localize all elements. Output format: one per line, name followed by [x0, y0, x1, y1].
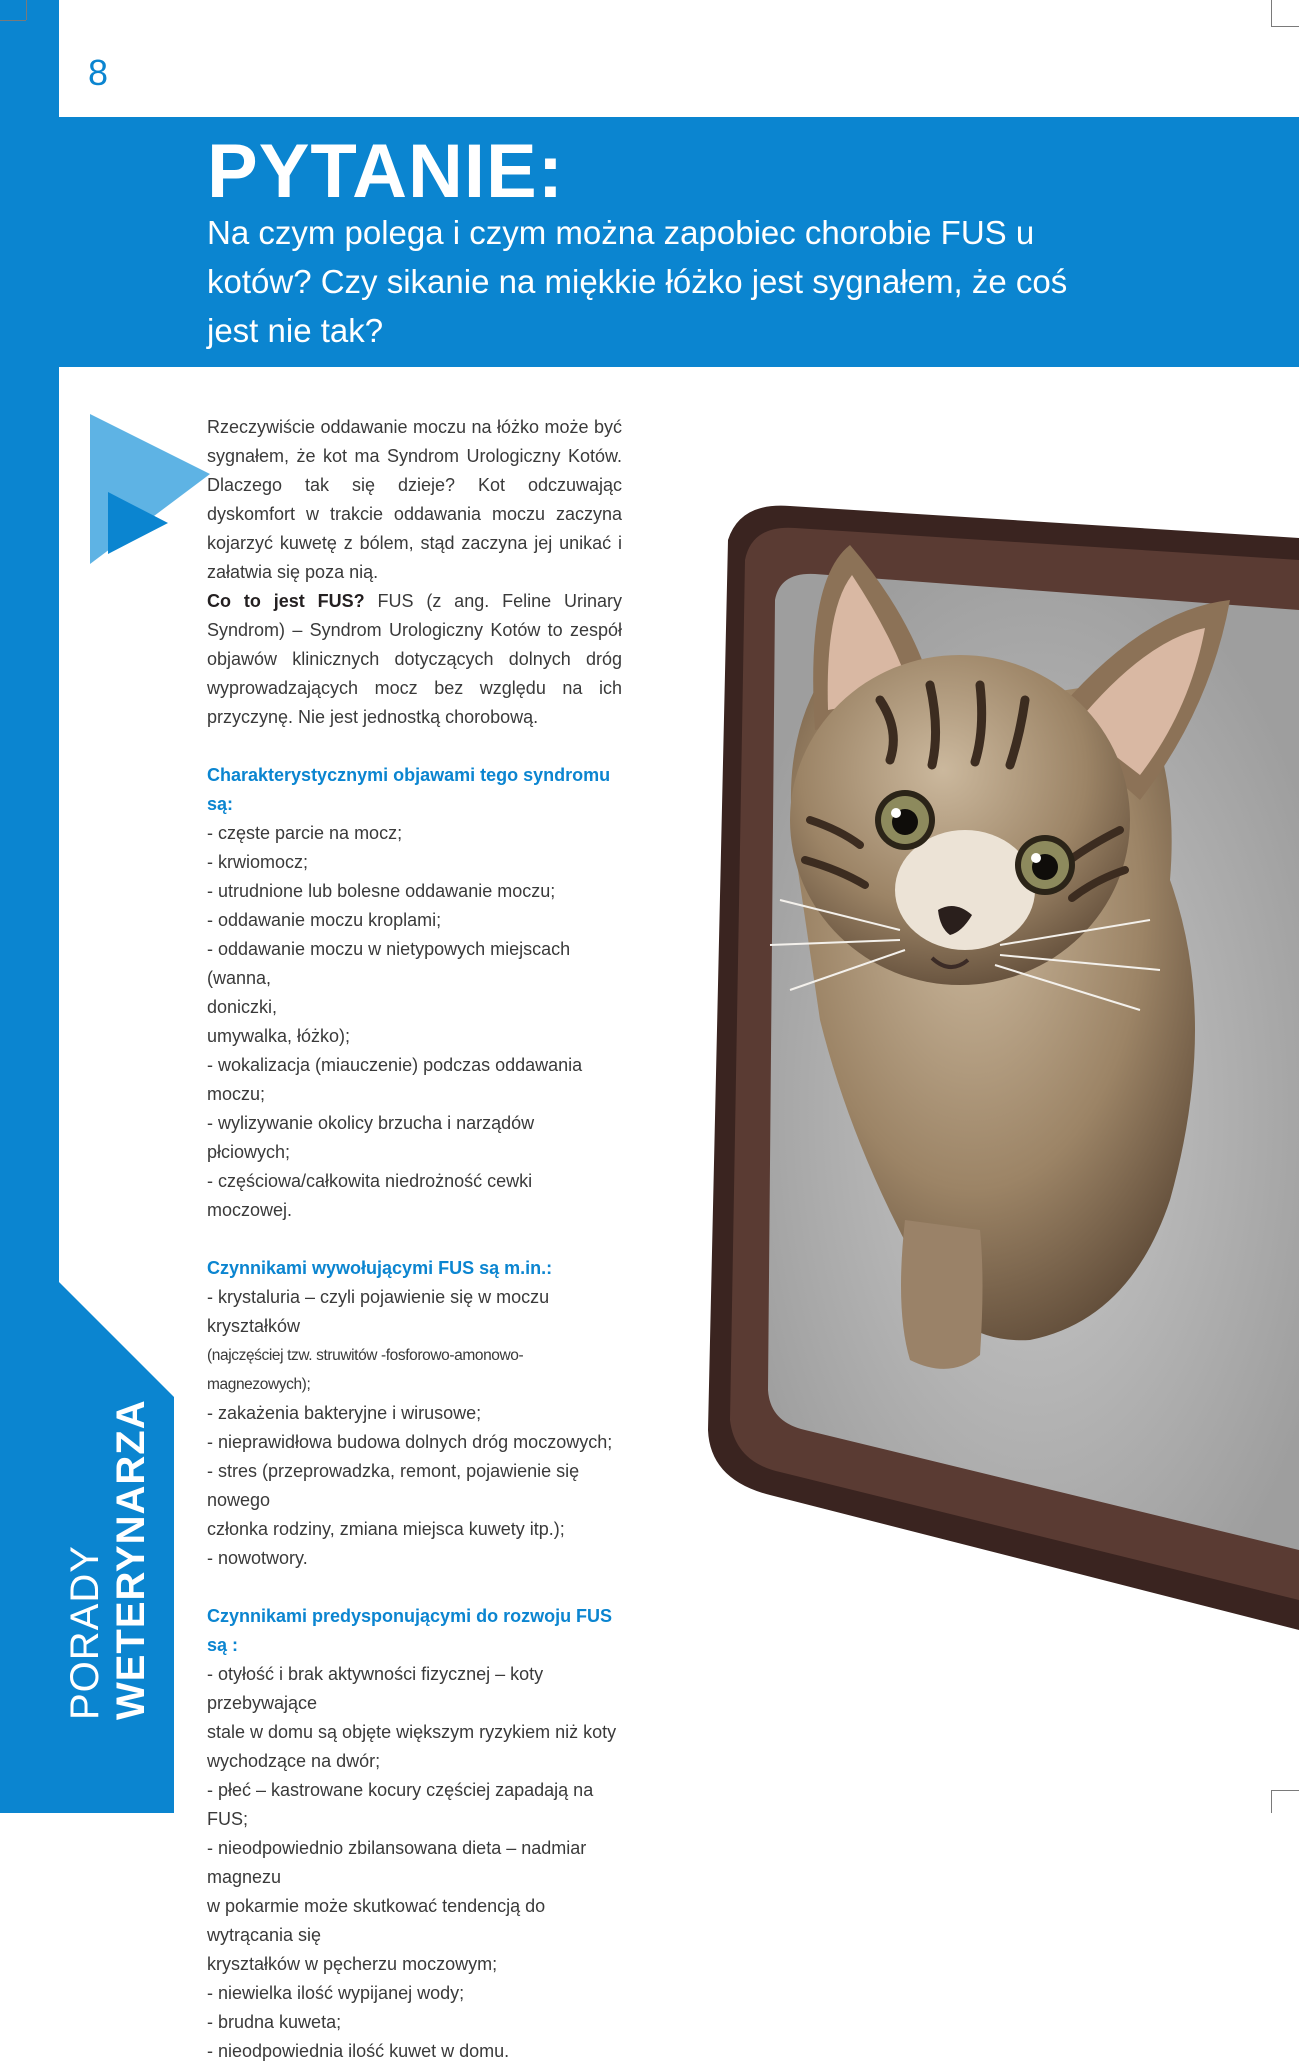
list-item: doniczki, [207, 997, 278, 1017]
fus-definition-text: FUS (z ang. Feline Urinary Syndrom) – Syndrom Urologiczny Kotów to zespół objawów klinicznych dotyczących dolnych dróg wyprowadzających mocz bez względu na ich przyczynę. Nie jest jednostką chorobową. [207, 591, 622, 727]
list-item: - nieodpowiednia ilość kuwet w domu. [207, 2041, 510, 2061]
intro-paragraph [207, 413, 622, 732]
list-item: - krystaluria – czyli pojawienie się w moczu kryształków [207, 1287, 550, 1336]
banner-title: PYTANIE: [207, 129, 565, 214]
fus-definition-label: Co to jest FUS? [207, 591, 365, 611]
list-item: (najczęściej tzw. struwitów -fosforowo-amonowo-magnezowych); [207, 1347, 524, 1393]
list-item: - częste parcie na mocz; [207, 823, 403, 843]
predisposing-list [207, 1660, 622, 2066]
crop-mark-top-left-v [26, 0, 27, 20]
crop-mark-bottom-right [1271, 1790, 1299, 1791]
list-item: - częściowa/całkowita niedrożność cewki moczowej. [207, 1171, 533, 1220]
banner-question: Na czym polega i czym można zapobiec chorobie FUS u kotów? Czy sikanie na miękkie łóżko jest sygnałem, że coś jest nie tak? [207, 214, 1068, 349]
left-sidebar-bar [0, 0, 59, 1813]
list-item: - stres (przeprowadzka, remont, pojawienie się nowego [207, 1461, 580, 1510]
side-label-line2: WETERYNARZA [109, 1399, 153, 1720]
symptoms-heading: Charakterystycznymi objawami tego syndromu są: [207, 765, 611, 814]
list-item: - wylizywanie okolicy brzucha i narządów płciowych; [207, 1113, 535, 1162]
causes-list [207, 1283, 622, 1573]
crop-mark-top-left [0, 20, 26, 21]
intro-text: Rzeczywiście oddawanie moczu na łóżko może być sygnałem, że kot ma Syndrom Urologiczny Kotów. Dlaczego tak się dzieje? Kot odczuwając dyskomfort w trakcie oddawania moczu zaczyna kojarzyć kuwetę z bólem, stąd zaczyna jej unikać i załatwia się poza nią. [207, 417, 622, 582]
list-item: - płeć – kastrowane kocury częściej zapadają na FUS; [207, 1780, 594, 1829]
list-item: - zakażenia bakteryjne i wirusowe; [207, 1403, 482, 1423]
list-item: członka rodziny, zmiana miejsca kuwety itp.); [207, 1519, 565, 1539]
list-item: - nieodpowiednio zbilansowana dieta – nadmiar magnezu [207, 1838, 587, 1887]
play-arrow-icon [90, 414, 210, 564]
list-item: kryształków w pęcherzu moczowym; [207, 1954, 498, 1974]
article-body [207, 413, 622, 2066]
list-item: - otyłość i brak aktywności fizycznej – koty przebywające [207, 1664, 544, 1713]
list-item: umywalka, łóżko); [207, 1026, 351, 1046]
crop-mark-top-right-v [1271, 0, 1272, 26]
causes-heading: Czynnikami wywołującymi FUS są m.in.: [207, 1258, 553, 1278]
list-item: - nowotwory. [207, 1548, 308, 1568]
list-item: - niewielka ilość wypijanej wody; [207, 1983, 465, 2003]
list-item: - oddawanie moczu kroplami; [207, 910, 442, 930]
list-item: w pokarmie może skutkować tendencją do wytrącania się [207, 1896, 546, 1945]
symptoms-list [207, 819, 622, 1225]
list-item: - krwiomocz; [207, 852, 309, 872]
crop-mark-bottom-right-v [1271, 1790, 1272, 1813]
crop-mark-top-right [1271, 26, 1299, 27]
list-item: - nieprawidłowa budowa dolnych dróg moczowych; [207, 1432, 613, 1452]
list-item: stale w domu są objęte większym ryzykiem niż koty [207, 1722, 617, 1742]
list-item: - utrudnione lub bolesne oddawanie moczu; [207, 881, 556, 901]
predisposing-heading: Czynnikami predysponującymi do rozwoju FUS są : [207, 1606, 613, 1655]
list-item: wychodzące na dwór; [207, 1751, 381, 1771]
list-item: - brudna kuweta; [207, 2012, 342, 2032]
section-side-label [62, 1399, 154, 1720]
side-label-line1: PORADY [63, 1545, 107, 1720]
list-item: - wokalizacja (miauczenie) podczas oddawania moczu; [207, 1055, 583, 1104]
list-item: - oddawanie moczu w nietypowych miejscach (wanna, [207, 939, 571, 988]
kitten-litter-box-photo [700, 500, 1299, 1640]
page-number: 8 [88, 52, 109, 93]
